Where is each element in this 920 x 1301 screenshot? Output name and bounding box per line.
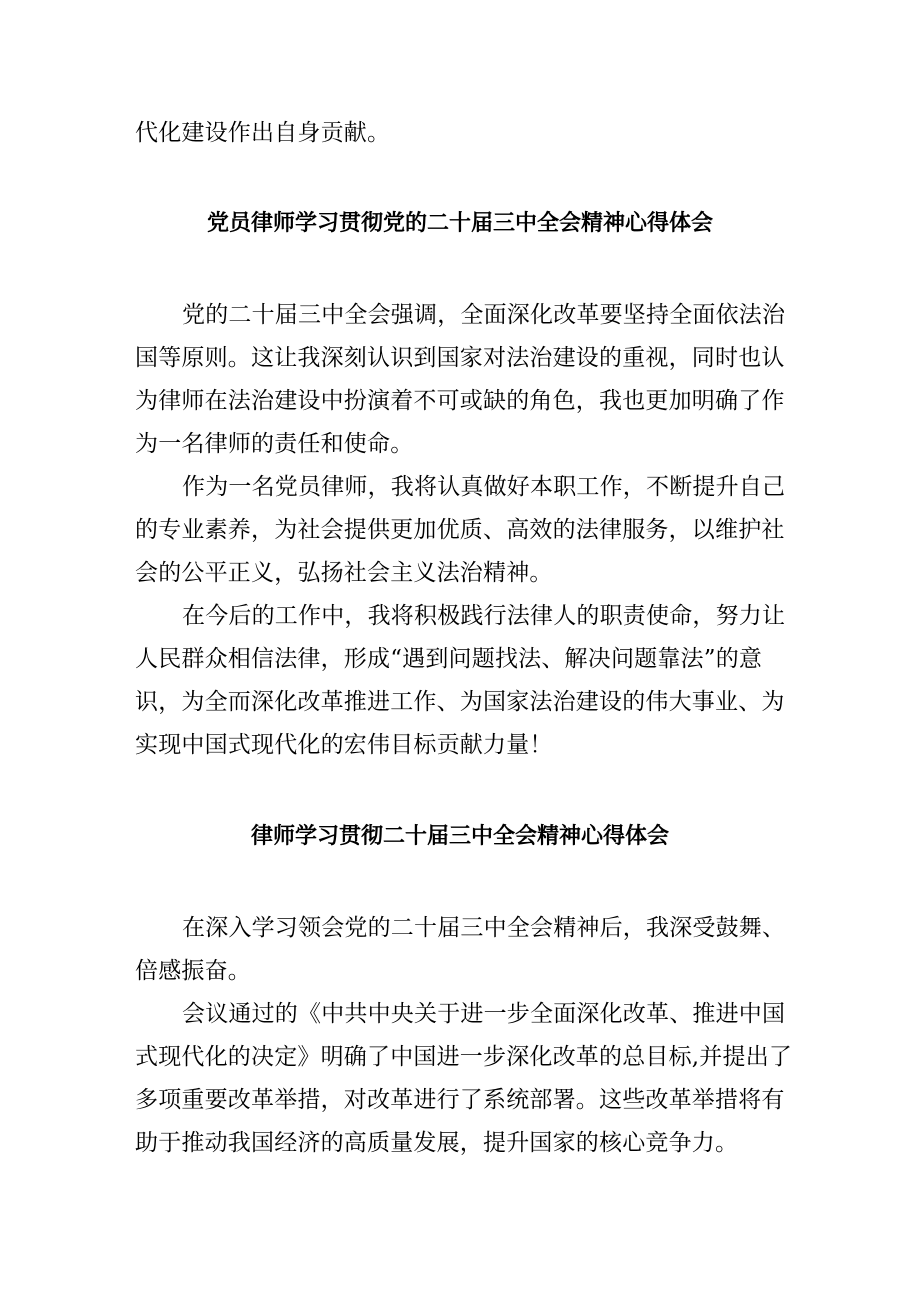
article-1-paragraph-2-line-3: 会的公平正义，弘扬社会主义法治精神。 bbox=[135, 560, 553, 586]
article-2-paragraph-2-line-3: 多项重要改革举措，对改革进行了系统部署。这些改革举措将有 bbox=[135, 1087, 785, 1113]
article-1-paragraph-2-line-2: 的专业素养，为社会提供更加优质、高效的法律服务，以维护社 bbox=[135, 517, 785, 543]
article-1-paragraph-1-line-4: 为一名律师的责任和使命。 bbox=[135, 431, 414, 457]
article-1-paragraph-1-line-3: 为律师在法治建设中扮演着不可或缺的角色，我也更加明确了作 bbox=[135, 388, 785, 414]
article-2-title: 律师学习贯彻二十届三中全会精神心得体会 bbox=[250, 824, 669, 849]
article-1-paragraph-1-line-1: 党的二十届三中全会强调，全面深化改革要坚持全面依法治 bbox=[182, 302, 786, 328]
article-1-paragraph-3-line-4: 实现中国式现代化的宏伟目标贡献力量！ bbox=[135, 732, 553, 758]
article-2-paragraph-1-line-1: 在深入学习领会党的二十届三中全会精神后，我深受鼓舞、 bbox=[182, 915, 786, 941]
article-2-paragraph-2-line-4: 助于推动我国经济的高质量发展，提升国家的核心竞争力。 bbox=[135, 1130, 739, 1156]
article-1-paragraph-3-line-3: 识，为全而深化改革推进工作、为国家法治建设的伟大事业、为 bbox=[135, 689, 785, 715]
article-2-paragraph-2-line-2: 式现代化的决定》明确了中国进一步深化改革的总目标,并提出了 bbox=[135, 1044, 793, 1070]
article-1-paragraph-3-line-2: 人民群众相信法律，形成“遇到问题找法、解决问题靠法”的意 bbox=[135, 646, 763, 672]
article-1-paragraph-1-line-2: 国等原则。这让我深刻认识到国家对法治建设的重视，同时也认 bbox=[135, 345, 785, 371]
article-2-paragraph-2-line-1: 会议通过的《中共中央关于进一步全面深化改革、推进中国 bbox=[182, 1001, 786, 1027]
article-1-paragraph-2-line-1: 作为一名党员律师，我将认真做好本职工作，不断提升自己 bbox=[182, 474, 786, 500]
article-1-title: 党员律师学习贯彻党的二十届三中全会精神心得体会 bbox=[206, 211, 713, 236]
article-2-paragraph-1-line-2: 倍感振奋。 bbox=[135, 958, 251, 984]
continued-paragraph-line: 代化建设作出自身贡献。 bbox=[135, 120, 391, 146]
article-1-paragraph-3-line-1: 在今后的工作中，我将积极践行法律人的职责使命，努力让 bbox=[182, 603, 786, 629]
